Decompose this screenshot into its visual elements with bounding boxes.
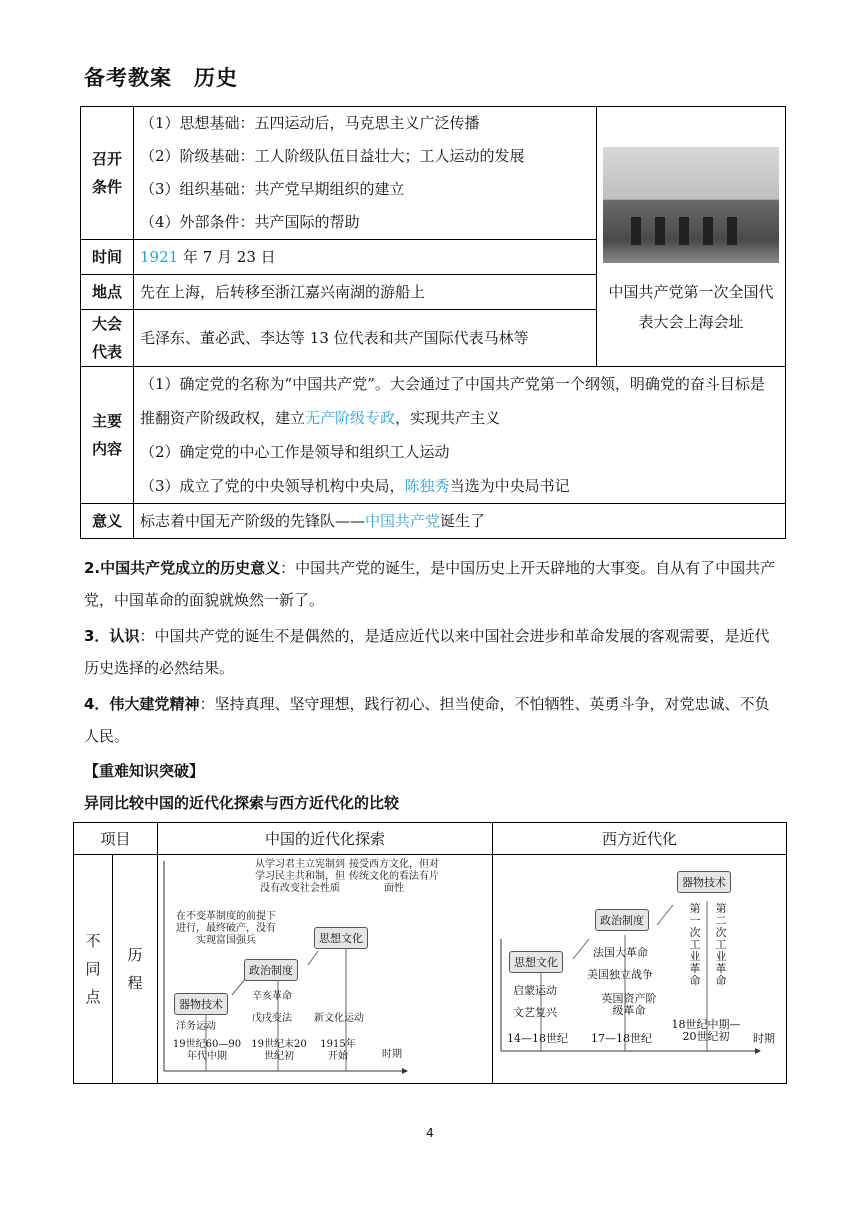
sub-label-text: 历程 — [127, 946, 143, 992]
page-number: 4 — [426, 1126, 434, 1140]
west-event: 启蒙运动 — [513, 984, 557, 997]
venue-photo — [603, 147, 779, 263]
meaning-highlight: 中国共产党 — [365, 512, 441, 530]
row-label-text: 不同点 — [85, 932, 101, 1006]
paragraph-title: 4．伟大建党精神 — [84, 695, 200, 713]
china-axis-label: 时期 — [382, 1049, 402, 1060]
china-period: 1915年开始 — [320, 1039, 356, 1062]
china-event: 辛亥革命 — [252, 991, 292, 1002]
paragraph-title: 2.中国共产党成立的历史意义 — [84, 559, 281, 577]
founding-table — [80, 106, 786, 539]
paragraph-significance — [84, 552, 784, 616]
row-label — [74, 855, 113, 1084]
photo-caption: 中国共产党第一次全国代表大会上海会址 — [608, 283, 774, 331]
paragraph-text: ：中国共产党的诞生不是偶然的，是适应近代以来中国社会进步和革命发展的客观需要，是近代历史选择的必然结果。 — [84, 627, 770, 677]
china-note-tech: 在不变革制度的前提下进行，最终破产，没有实现富国强兵 — [176, 911, 276, 946]
west-period: 14—18世纪 — [507, 1032, 568, 1045]
china-note-culture: 接受西方文化，但对传统文化的看法有片面性 — [349, 859, 439, 894]
content-highlight: 陈独秀 — [404, 477, 450, 495]
condition-item: （4）外部条件：共产国际的帮助 — [140, 213, 360, 231]
meaning-label: 意义 — [81, 504, 134, 539]
conditions-cell — [134, 107, 597, 240]
west-box-politics: 政治制度 — [595, 909, 649, 931]
paragraph-title: 3．认识 — [84, 627, 140, 645]
china-event: 新文化运动 — [314, 1013, 364, 1024]
west-period: 17—18世纪 — [591, 1032, 652, 1045]
meaning-value — [134, 504, 786, 539]
delegates-value: 毛泽东、董必武、李达等 13 位代表和共产国际代表马林等 — [134, 310, 597, 367]
paragraph-spirit — [84, 688, 784, 752]
time-value — [134, 240, 597, 275]
time-year: 1921 — [140, 248, 179, 266]
content-text: 当选为中央局书记 — [449, 477, 570, 495]
west-box-culture: 思想文化 — [509, 951, 563, 973]
west-period: 18世纪中期—20世纪初 — [671, 1018, 741, 1043]
paragraph-text: ：中国共产党的诞生，是中国历史上开天辟地的大事变。自从有了中国共产党，中国革命的面貌就焕然一新了。 — [84, 559, 776, 609]
comparison-table — [73, 822, 787, 1084]
content-cell — [134, 367, 786, 504]
meaning-text: 诞生了 — [440, 512, 486, 530]
west-box-tech: 器物技术 — [677, 871, 731, 893]
west-event: 英国资产阶级革命 — [601, 992, 657, 1017]
west-event: 第一次工业革命 — [689, 902, 701, 987]
section-heading: 【重难知识突破】 — [84, 762, 205, 780]
content-text: （3）成立了党的中央领导机构中央局， — [140, 477, 405, 495]
header-item: 项目 — [74, 823, 158, 855]
comparison-subtitle: 异同比较中国的近代化探索与西方近代化的比较 — [84, 794, 400, 812]
west-axis-label: 时期 — [753, 1032, 775, 1045]
place-value: 先在上海，后转移至浙江嘉兴南湖的游船上 — [134, 275, 597, 310]
photo-cell — [597, 107, 786, 367]
paragraph-text: ：坚持真理、坚守理想，践行初心、担当使命，不怕牺牲、英勇斗争，对党忠诚、不负人民。 — [84, 695, 770, 745]
china-diagram — [158, 855, 492, 1083]
conditions-label: 召开条件 — [81, 107, 134, 240]
china-event: 戊戌变法 — [252, 1013, 292, 1024]
place-label: 地点 — [81, 275, 134, 310]
west-event: 美国独立战争 — [587, 968, 653, 981]
china-box-politics: 政治制度 — [244, 959, 298, 981]
china-box-culture: 思想文化 — [314, 927, 368, 949]
page-header — [84, 62, 238, 92]
condition-item: （3）组织基础：共产党早期组织的建立 — [140, 180, 405, 198]
west-diagram-cell — [493, 855, 787, 1084]
china-note-politics: 从学习君主立宪制到学习民主共和制，但没有改变社会性质 — [255, 859, 345, 894]
china-period: 19世纪末20世纪初 — [251, 1039, 307, 1062]
time-label: 时间 — [81, 240, 134, 275]
header-china: 中国的近代化探索 — [158, 823, 493, 855]
meaning-text: 标志着中国无产阶级的先锋队—— — [140, 512, 366, 530]
content-label: 主要内容 — [81, 367, 134, 504]
paragraph-understanding — [84, 620, 784, 684]
condition-item: （1）思想基础：五四运动后，马克思主义广泛传播 — [140, 114, 480, 132]
delegates-label: 大会代表 — [81, 310, 134, 367]
west-diagram — [493, 855, 786, 1083]
west-event: 法国大革命 — [593, 946, 648, 959]
header-west: 西方近代化 — [493, 823, 787, 855]
china-box-tech: 器物技术 — [174, 993, 228, 1015]
west-event: 第二次工业革命 — [715, 902, 727, 987]
content-text: ，实现共产主义 — [395, 409, 501, 427]
content-text: （2）确定党的中心工作是领导和组织工人运动 — [140, 443, 450, 461]
china-event: 洋务运动 — [176, 1021, 216, 1032]
china-period: 19世纪60—90年代中期 — [172, 1039, 242, 1062]
content-highlight: 无产阶级专政 — [305, 409, 396, 427]
content-text: （1）确定党的名称为“中国共产党”。大会通过了中国共产党第一个纲领，明确党的奋斗目标是推翻资产阶级政权，建立 — [140, 375, 765, 427]
sub-label — [113, 855, 158, 1084]
header-subject: 历史 — [194, 66, 238, 90]
header-title: 备考教案 — [84, 66, 172, 90]
time-rest: 年 7 月 23 日 — [178, 248, 276, 266]
condition-item: （2）阶级基础：工人阶级队伍日益壮大；工人运动的发展 — [140, 147, 525, 165]
west-event: 文艺复兴 — [513, 1006, 557, 1019]
china-diagram-cell — [158, 855, 493, 1084]
